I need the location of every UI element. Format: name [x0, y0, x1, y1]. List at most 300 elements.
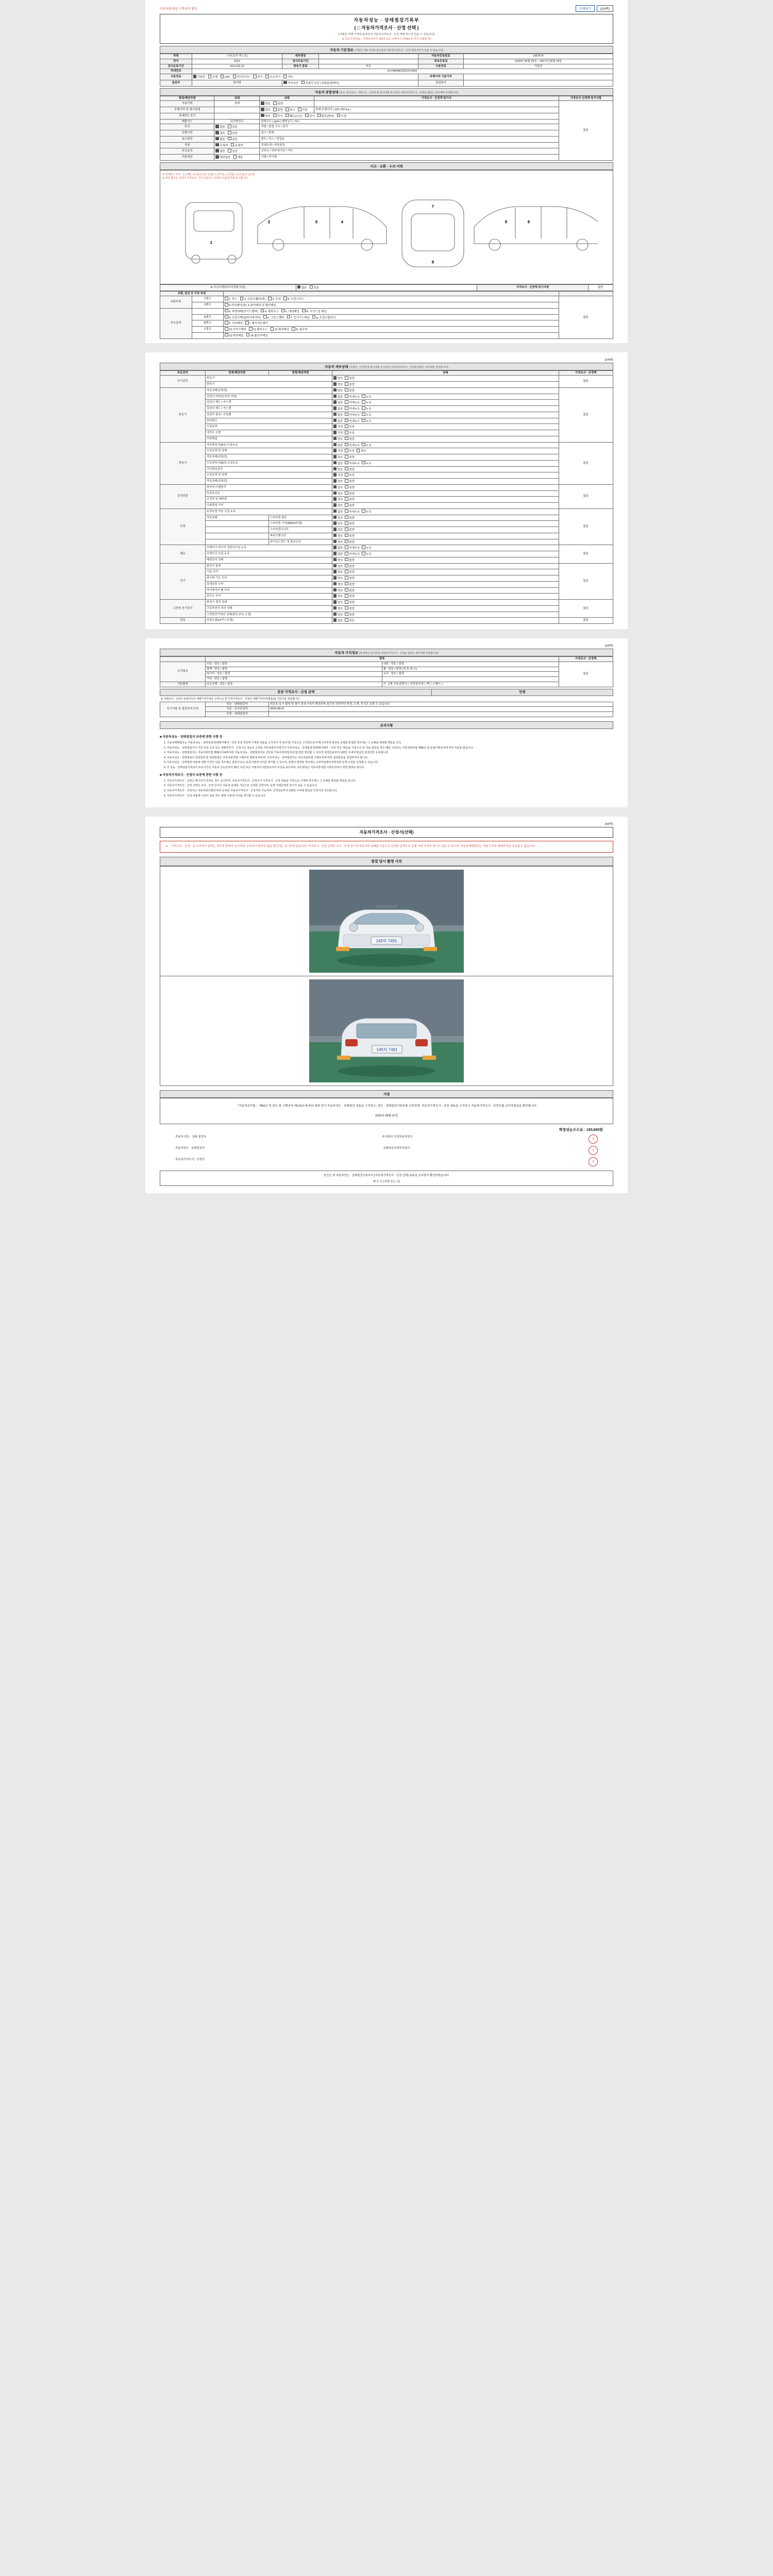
- opt-label[interactable]: 양호: [337, 583, 343, 586]
- opt-label[interactable]: 훼손(오손): [290, 114, 303, 118]
- opt-label[interactable]: 양호: [337, 558, 343, 562]
- status-options[interactable]: [332, 545, 559, 551]
- status-options[interactable]: [332, 521, 559, 527]
- row-options[interactable]: [260, 101, 314, 107]
- checkbox[interactable]: [333, 613, 337, 616]
- opt-label[interactable]: 상이: [309, 114, 315, 118]
- fuel-options[interactable]: [192, 74, 418, 80]
- checkbox[interactable]: [333, 395, 337, 398]
- opt-label[interactable]: 없음: [337, 395, 343, 399]
- checkbox[interactable]: [345, 618, 348, 622]
- checkbox[interactable]: [345, 552, 348, 555]
- opt-label[interactable]: 양호: [337, 601, 343, 604]
- checkbox[interactable]: [333, 503, 337, 507]
- fuel-opt-3[interactable]: 하이브리드: [237, 76, 250, 79]
- frame-item[interactable]: f. 인사이드패널: [291, 316, 310, 319]
- checkbox[interactable]: [345, 492, 348, 495]
- checkbox[interactable]: [333, 388, 337, 392]
- row-options[interactable]: [214, 155, 260, 161]
- opt-label[interactable]: 양호: [337, 492, 343, 496]
- frame-item[interactable]: 12.필러패널: [274, 328, 289, 331]
- frame-item[interactable]: A. 플로어: [296, 328, 308, 331]
- opt-label[interactable]: 누유: [366, 401, 372, 405]
- value-cell[interactable]: 타이어 : 양호 / 불량: [205, 672, 382, 677]
- frame-items[interactable]: [224, 302, 559, 309]
- checkbox[interactable]: [333, 618, 337, 622]
- status-options[interactable]: [332, 394, 559, 400]
- status-options[interactable]: [332, 418, 559, 424]
- checkbox[interactable]: [345, 419, 348, 422]
- status-options[interactable]: [332, 472, 559, 479]
- status-options[interactable]: [332, 490, 559, 497]
- checkbox[interactable]: [345, 582, 348, 586]
- status-options[interactable]: [332, 612, 559, 618]
- status-options[interactable]: [332, 442, 559, 448]
- checkbox[interactable]: [345, 564, 348, 568]
- checkbox[interactable]: [333, 588, 337, 592]
- status-options[interactable]: [332, 569, 559, 575]
- opt-label[interactable]: 누유: [366, 547, 372, 550]
- opt-label[interactable]: 양호: [337, 595, 343, 599]
- frame-item[interactable]: 1. 후드: [229, 298, 238, 301]
- fuel-opt-5[interactable]: 수소전기: [270, 76, 281, 79]
- checkbox[interactable]: [345, 479, 348, 483]
- opt-label[interactable]: 불량: [277, 103, 283, 106]
- status-options[interactable]: [332, 460, 559, 466]
- checkbox[interactable]: [333, 437, 337, 440]
- checkbox[interactable]: [345, 497, 348, 501]
- checkbox[interactable]: [333, 485, 337, 489]
- opt-label[interactable]: 없음: [337, 401, 343, 405]
- status-options[interactable]: [332, 605, 559, 612]
- status-options[interactable]: [332, 454, 559, 461]
- opt-label[interactable]: 없음: [337, 510, 343, 514]
- opt-label[interactable]: 양호: [337, 577, 343, 580]
- opt-label[interactable]: 양호: [337, 516, 343, 520]
- frame-item[interactable]: 2. 프론트휀더(좌): [244, 298, 265, 301]
- opt-label[interactable]: 불량: [349, 389, 355, 393]
- frame-item[interactable]: 3. 도어: [272, 298, 281, 301]
- frame-item[interactable]: 4. 트렁크리드: [288, 298, 305, 301]
- opt-label[interactable]: 불량: [349, 456, 355, 459]
- opt-label[interactable]: 불량: [349, 565, 355, 568]
- opt-label[interactable]: 양호: [265, 109, 271, 112]
- value-cell[interactable]: 키 : 2개 사용설명서 □ 안전삼각대 □ 잭 □ 스패너 □: [382, 682, 559, 687]
- status-options[interactable]: [332, 412, 559, 418]
- row-options[interactable]: [214, 124, 260, 130]
- row-options[interactable]: [214, 136, 260, 142]
- opt-label[interactable]: 유채색: [234, 144, 243, 147]
- accident-history-options[interactable]: [296, 284, 477, 291]
- opt-label[interactable]: 미세누유: [349, 408, 360, 411]
- opt-label[interactable]: 불량: [349, 468, 355, 471]
- checkbox[interactable]: [345, 473, 348, 477]
- checkbox[interactable]: [333, 443, 337, 447]
- checkbox[interactable]: [345, 503, 348, 507]
- opt-label[interactable]: 불량: [349, 498, 355, 502]
- status-options[interactable]: [332, 581, 559, 587]
- opt-label[interactable]: 해당: [237, 156, 243, 159]
- opt-label[interactable]: 미세누유: [349, 510, 360, 514]
- opt-label[interactable]: 불량: [349, 540, 355, 544]
- opt-label[interactable]: 있음: [232, 126, 238, 129]
- opt-label[interactable]: 양호: [337, 383, 343, 386]
- value-cell[interactable]: 유리 : 양호 / 불량: [382, 672, 559, 677]
- checkbox[interactable]: [333, 570, 337, 573]
- opt-label[interactable]: 없음: [337, 419, 343, 423]
- checkbox[interactable]: [345, 558, 348, 562]
- opt-label[interactable]: 미세누유: [349, 547, 360, 550]
- opt-label[interactable]: 양호: [337, 534, 343, 538]
- warranty-opt-1[interactable]: 보험사 보증 (상품용/판매사): [305, 81, 340, 85]
- opt-label[interactable]: 양호: [337, 571, 343, 574]
- status-options[interactable]: [332, 430, 559, 436]
- warranty-options[interactable]: [282, 80, 418, 86]
- opt-label[interactable]: 부족: [349, 450, 355, 453]
- checkbox[interactable]: [345, 400, 348, 404]
- opt-label[interactable]: 불량: [349, 595, 355, 599]
- status-options[interactable]: [332, 406, 559, 412]
- status-options[interactable]: [332, 424, 559, 430]
- opt-label[interactable]: 없음: [337, 619, 343, 623]
- checkbox[interactable]: [333, 600, 337, 604]
- status-options[interactable]: [332, 484, 559, 490]
- status-options[interactable]: [332, 479, 559, 485]
- frame-item[interactable]: g. 트렁크플로어: [316, 316, 336, 319]
- opt-label[interactable]: 있음: [313, 286, 320, 290]
- checkbox[interactable]: [333, 552, 337, 555]
- opt-label[interactable]: 미세누유: [349, 401, 360, 405]
- opt-label[interactable]: 불량: [349, 577, 355, 580]
- opt-label[interactable]: 있음: [232, 138, 238, 141]
- status-options[interactable]: [332, 527, 559, 533]
- value-cell[interactable]: 휠 : 양호 / 불량 (전,후,좌,우): [382, 667, 559, 672]
- checkbox[interactable]: [345, 461, 348, 465]
- status-options[interactable]: [332, 587, 559, 594]
- opt-label[interactable]: 부족: [349, 432, 355, 435]
- checkbox[interactable]: [345, 528, 348, 531]
- opt-label[interactable]: 불량: [349, 534, 355, 538]
- checkbox[interactable]: [333, 479, 337, 483]
- opt-label[interactable]: 누유: [366, 395, 372, 399]
- opt-label[interactable]: 변조(변타): [322, 114, 334, 118]
- checkbox[interactable]: [345, 413, 348, 416]
- frame-items[interactable]: [224, 308, 559, 314]
- opt-label[interactable]: 없음: [301, 286, 307, 290]
- value-cell[interactable]: 보유상태 : 있음 / 없음: [205, 682, 382, 687]
- row-options[interactable]: [214, 130, 260, 137]
- checkbox[interactable]: [362, 419, 365, 422]
- status-options[interactable]: [332, 376, 559, 382]
- opt-label[interactable]: 양호: [337, 565, 343, 568]
- opt-label[interactable]: 불량: [349, 437, 355, 441]
- checkbox[interactable]: [333, 528, 337, 531]
- value-cell[interactable]: 내장 : 양호 / 불량: [382, 662, 559, 667]
- checkbox[interactable]: [333, 510, 337, 513]
- checkbox[interactable]: [345, 510, 348, 513]
- checkbox[interactable]: [333, 382, 337, 386]
- status-options[interactable]: [332, 600, 559, 606]
- opt-label[interactable]: 없음: [220, 126, 225, 129]
- checkbox[interactable]: [345, 455, 348, 459]
- checkbox[interactable]: [345, 406, 348, 410]
- opt-label[interactable]: 불량: [349, 558, 355, 562]
- opt-label[interactable]: 누유: [366, 553, 372, 556]
- checkbox[interactable]: [345, 437, 348, 440]
- opt-label[interactable]: 없음: [220, 132, 225, 135]
- opt-label[interactable]: 무채색: [220, 144, 228, 147]
- checkbox[interactable]: [333, 534, 337, 537]
- opt-label[interactable]: 누유: [366, 444, 372, 447]
- opt-label[interactable]: 있음: [349, 619, 355, 623]
- status-options[interactable]: [332, 594, 559, 600]
- opt-label[interactable]: 양호: [265, 114, 271, 118]
- opt-label[interactable]: 표시: [290, 109, 295, 112]
- opt-label[interactable]: 적정: [337, 432, 343, 435]
- opt-label[interactable]: 양호: [337, 504, 343, 507]
- status-options[interactable]: [332, 382, 559, 388]
- frame-item[interactable]: b. 휠하우스: [264, 310, 279, 313]
- checkbox[interactable]: [333, 406, 337, 410]
- checkbox[interactable]: [345, 600, 348, 604]
- frame-item[interactable]: 10.사이드멤버: [229, 328, 246, 331]
- opt-label[interactable]: 부식: [277, 114, 283, 118]
- opt-label[interactable]: 불량: [349, 613, 355, 617]
- checkbox[interactable]: [345, 521, 348, 525]
- checkbox[interactable]: [333, 516, 337, 519]
- status-options[interactable]: [332, 400, 559, 406]
- checkbox[interactable]: [345, 395, 348, 398]
- status-options[interactable]: [332, 539, 559, 545]
- checkbox[interactable]: [333, 461, 337, 465]
- frame-items[interactable]: [224, 296, 559, 302]
- opt-label[interactable]: 불량: [349, 492, 355, 496]
- row-options[interactable]: [260, 113, 559, 119]
- frame-items[interactable]: [224, 332, 559, 338]
- checkbox[interactable]: [362, 406, 365, 410]
- status-options[interactable]: [332, 436, 559, 442]
- status-options[interactable]: [332, 515, 559, 521]
- frame-item[interactable]: d. 프론트패널(라디에이터): [229, 316, 261, 319]
- opt-label[interactable]: 불량: [349, 480, 355, 483]
- opt-label[interactable]: 양호: [337, 522, 343, 526]
- opt-label[interactable]: 도말: [341, 114, 347, 118]
- checkbox[interactable]: [333, 425, 337, 428]
- checkbox[interactable]: [345, 425, 348, 428]
- checkbox[interactable]: [333, 594, 337, 598]
- opt-label[interactable]: 없음: [337, 444, 343, 447]
- opt-label[interactable]: 없음: [337, 462, 343, 465]
- frame-items[interactable]: [224, 320, 559, 327]
- opt-label[interactable]: 양호: [337, 437, 343, 441]
- frame-item[interactable]: i. 패키지트레이: [249, 322, 268, 326]
- checkbox[interactable]: [345, 613, 348, 616]
- opt-label[interactable]: 과다: [360, 450, 366, 453]
- opt-label[interactable]: 불량: [349, 522, 355, 526]
- opt-label[interactable]: 미세누유: [349, 462, 360, 465]
- checkbox[interactable]: [345, 449, 348, 452]
- opt-label[interactable]: 불량: [349, 383, 355, 386]
- opt-label[interactable]: 부족: [349, 474, 355, 478]
- frame-item[interactable]: B. 사이드실 패널: [306, 310, 327, 313]
- checkbox[interactable]: [333, 473, 337, 477]
- checkbox[interactable]: [345, 485, 348, 489]
- opt-label[interactable]: 양호: [337, 529, 343, 532]
- checkbox[interactable]: [345, 431, 348, 434]
- opt-label[interactable]: 양호: [337, 498, 343, 502]
- opt-label[interactable]: 불량: [349, 589, 355, 592]
- checkbox[interactable]: [345, 443, 348, 447]
- opt-label[interactable]: 미세누수: [349, 419, 360, 423]
- frame-item[interactable]: 14.플로어패널: [250, 334, 268, 337]
- checkbox[interactable]: [362, 461, 365, 465]
- warranty-opt-0[interactable]: 자가보증: [288, 81, 299, 85]
- opt-label[interactable]: 양호: [337, 613, 343, 617]
- opt-label[interactable]: 없음: [337, 413, 343, 417]
- frame-item[interactable]: 13.대쉬패널: [229, 334, 244, 337]
- checkbox[interactable]: [333, 449, 337, 452]
- status-options[interactable]: [332, 557, 559, 563]
- row-options[interactable]: [260, 107, 314, 113]
- frame-item[interactable]: a. 측면라메(사이드멤버): [229, 310, 258, 313]
- status-options[interactable]: [332, 575, 559, 582]
- checkbox[interactable]: [333, 400, 337, 404]
- frame-item[interactable]: h. 리어패널: [229, 322, 243, 326]
- status-options[interactable]: [332, 618, 559, 624]
- opt-label[interactable]: 없음: [220, 138, 225, 141]
- opt-label[interactable]: 미세누유: [349, 395, 360, 399]
- opt-label[interactable]: 불량: [349, 529, 355, 532]
- value-cell[interactable]: 외장 : 양호 / 불량: [205, 662, 382, 667]
- checkbox[interactable]: [345, 467, 348, 471]
- opt-label[interactable]: 불량: [349, 607, 355, 611]
- checkbox[interactable]: [333, 582, 337, 586]
- opt-label[interactable]: 불량: [349, 583, 355, 586]
- frame-item[interactable]: e. 크로스멤버: [267, 316, 284, 319]
- frame-item[interactable]: 5.리어펜더(좌), 6.쿼터패널 및 필러패널: [229, 304, 276, 307]
- status-options[interactable]: [332, 563, 559, 569]
- fuel-opt-4[interactable]: 전기: [257, 76, 263, 79]
- checkbox[interactable]: [345, 594, 348, 598]
- opt-label[interactable]: 미세누유: [349, 444, 360, 447]
- frame-item[interactable]: 11.휠하우스: [253, 328, 267, 331]
- checkbox[interactable]: [362, 443, 365, 447]
- checkbox[interactable]: [333, 419, 337, 422]
- opt-label[interactable]: 양호: [337, 589, 343, 592]
- opt-label[interactable]: 누수: [366, 419, 372, 423]
- checkbox[interactable]: [345, 606, 348, 610]
- checkbox[interactable]: [345, 382, 348, 386]
- print-button[interactable]: 인쇄하기: [576, 5, 595, 12]
- checkbox[interactable]: [345, 534, 348, 537]
- opt-label[interactable]: 양호: [337, 389, 343, 393]
- checkbox[interactable]: [333, 540, 337, 544]
- opt-label[interactable]: 부족: [349, 426, 355, 429]
- checkbox[interactable]: [345, 388, 348, 392]
- opt-label[interactable]: 양호: [337, 607, 343, 611]
- opt-label[interactable]: 불량: [349, 377, 355, 381]
- checkbox[interactable]: [357, 449, 360, 452]
- frame-items[interactable]: [224, 327, 559, 333]
- status-options[interactable]: [332, 387, 559, 394]
- opt-label[interactable]: 누유: [366, 413, 372, 417]
- opt-label[interactable]: 적정: [337, 474, 343, 478]
- status-options[interactable]: [332, 503, 559, 509]
- opt-label[interactable]: 불량: [349, 601, 355, 604]
- checkbox[interactable]: [333, 606, 337, 610]
- opt-label[interactable]: 있음: [232, 150, 238, 154]
- checkbox[interactable]: [362, 552, 365, 555]
- checkbox[interactable]: [362, 413, 365, 416]
- opt-label[interactable]: 적정: [337, 450, 343, 453]
- frame-items[interactable]: [224, 314, 559, 320]
- opt-label[interactable]: 불량: [349, 504, 355, 507]
- status-options[interactable]: [332, 497, 559, 503]
- status-options[interactable]: [332, 551, 559, 557]
- value-cell[interactable]: 광택 : 양호 / 불량: [205, 667, 382, 672]
- checkbox[interactable]: [333, 576, 337, 580]
- opt-label[interactable]: 양호: [337, 377, 343, 381]
- checkbox[interactable]: [345, 546, 348, 549]
- checkbox[interactable]: [333, 431, 337, 434]
- opt-label[interactable]: 적정: [337, 426, 343, 429]
- opt-label[interactable]: 누유: [366, 510, 372, 514]
- opt-label[interactable]: 양호: [337, 480, 343, 483]
- checkbox[interactable]: [345, 570, 348, 573]
- opt-label[interactable]: 해당없음: [220, 156, 231, 159]
- opt-label[interactable]: 없음: [337, 408, 343, 411]
- opt-label[interactable]: 누유: [366, 462, 372, 465]
- frame-item[interactable]: c. 대쉬패널: [285, 310, 299, 313]
- checkbox[interactable]: [345, 588, 348, 592]
- opt-label[interactable]: 미세누유: [349, 413, 360, 417]
- checkbox[interactable]: [333, 492, 337, 495]
- fuel-opt-6[interactable]: 기타: [287, 76, 293, 79]
- opt-label[interactable]: 누유: [366, 408, 372, 411]
- checkbox[interactable]: [345, 516, 348, 519]
- checkbox[interactable]: [362, 546, 365, 549]
- opt-label[interactable]: 양호: [337, 486, 343, 489]
- checkbox[interactable]: [333, 521, 337, 525]
- value-cell[interactable]: 기타 : 양호 / 불량: [205, 677, 382, 682]
- checkbox[interactable]: [333, 546, 337, 549]
- status-options[interactable]: [332, 466, 559, 472]
- checkbox[interactable]: [362, 510, 365, 513]
- fuel-opt-1[interactable]: 디젤: [212, 76, 218, 79]
- status-options[interactable]: [332, 448, 559, 454]
- status-options[interactable]: [332, 533, 559, 539]
- opt-label[interactable]: 양호: [337, 540, 343, 544]
- fuel-opt-2[interactable]: LPG: [224, 76, 230, 79]
- opt-label[interactable]: 양호: [337, 468, 343, 471]
- opt-label[interactable]: 없음: [337, 547, 343, 550]
- checkbox[interactable]: [333, 413, 337, 416]
- checkbox[interactable]: [345, 540, 348, 544]
- opt-label[interactable]: 불량: [349, 486, 355, 489]
- opt-label[interactable]: 불량: [349, 516, 355, 520]
- checkbox[interactable]: [333, 564, 337, 568]
- opt-label[interactable]: 적정: [302, 109, 308, 112]
- checkbox[interactable]: [333, 467, 337, 471]
- opt-label[interactable]: 불량: [349, 571, 355, 574]
- status-options[interactable]: [332, 509, 559, 515]
- checkbox[interactable]: [333, 497, 337, 501]
- opt-label[interactable]: 양호: [265, 103, 271, 106]
- checkbox[interactable]: [345, 576, 348, 580]
- checkbox[interactable]: [333, 558, 337, 562]
- opt-label[interactable]: 없음: [220, 150, 225, 154]
- opt-label[interactable]: 없음: [337, 553, 343, 556]
